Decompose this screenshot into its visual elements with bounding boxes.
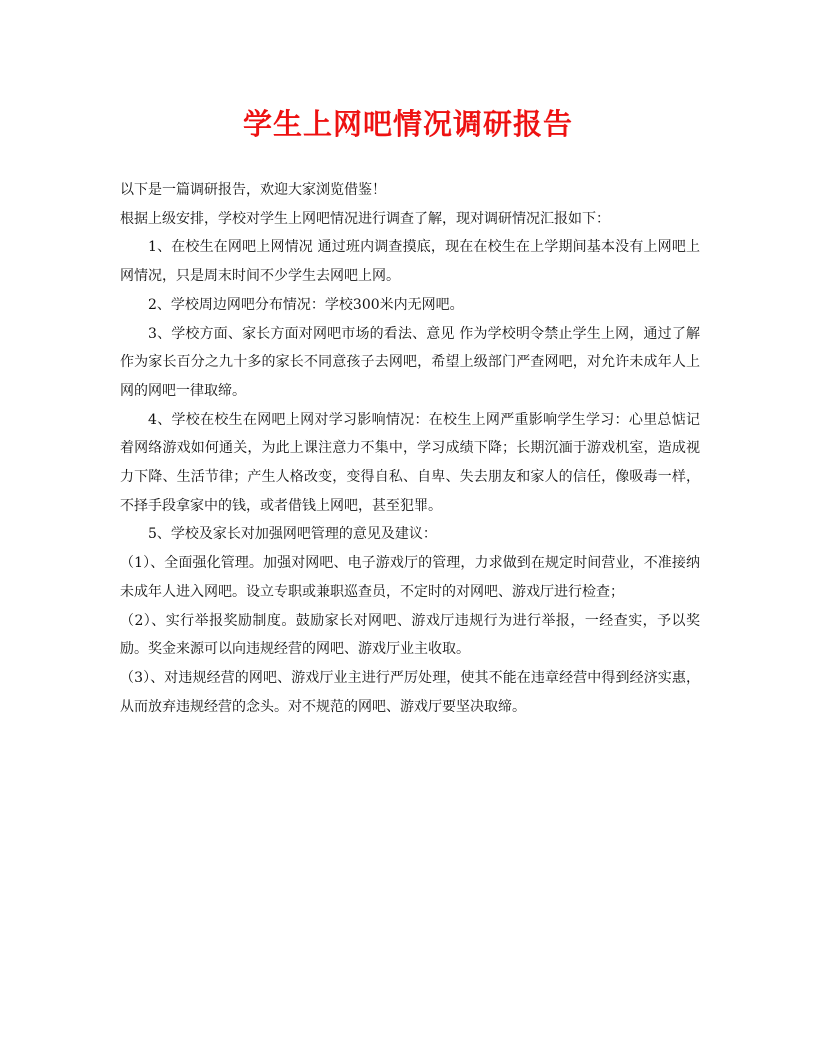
section-2-paragraph: 2、学校周边网吧分布情况：学校300米内无网吧。	[148, 296, 464, 313]
section-5-paragraph: 5、学校及家长对加强网吧管理的意见及建议：	[148, 526, 437, 543]
intro-paragraph: 以下是一篇调研报告，欢迎大家浏览借鉴！	[120, 182, 386, 198]
section-4-paragraph: 4、学校在校生在网吧上网对学习影响情况：在校生上网严重影响学生学习：心里总惦记着网络游戏如何通关，为此上课注意力不集中，学习成绩下降；长期沉湎于游戏机室，造成视力下降、生活节律；产生人格改变，变得自私、自卑、失去朋友和家人的信任，像吸毒一样，不择手段拿家中的钱，或者借钱上网吧，甚至犯罪。	[120, 411, 700, 514]
section-3-paragraph: 3、学校方面、家长方面对网吧市场的看法、意见 作为学校明令禁止学生上网，通过了解作为家长百分之九十多的家长不同意孩子去网吧，希望上级部门严查网吧，对允许未成年人上网的网吧一律取缔。	[120, 325, 700, 399]
suggestion-3-paragraph: （3）、对违规经营的网吧、游戏厅业主进行严厉处理，使其不能在违章经营中得到经济实惠，从而放弃违规经营的念头。对不规范的网吧、游戏厅要坚决取缔。	[120, 669, 700, 715]
suggestion-1-paragraph: （1）、全面强化管理。加强对网吧、电子游戏厅的管理，力求做到在规定时间营业，不准接纳未成年人进入网吧。设立专职或兼职巡查员，不定时的对网吧、游戏厅进行检查；	[120, 555, 700, 600]
suggestion-2-paragraph: （2）、实行举报奖励制度。鼓励家长对网吧、游戏厅违规行为进行举报，一经查实，予以奖励。奖金来源可以向违规经营的网吧、游戏厅业主收取。	[120, 612, 700, 658]
page-title: 学生上网吧情况调研报告	[242, 107, 573, 141]
document-body	[120, 176, 700, 721]
summary-paragraph: 根据上级安排，学校对学生上网吧情况进行调查了解，现对调研情况汇报如下：	[120, 210, 610, 227]
section-1-paragraph: 1、在校生在网吧上网情况 通过班内调查摸底，现在在校生在上学期间基本没有上网吧上网情况，只是周末时间不少学生去网吧上网。	[120, 239, 700, 285]
